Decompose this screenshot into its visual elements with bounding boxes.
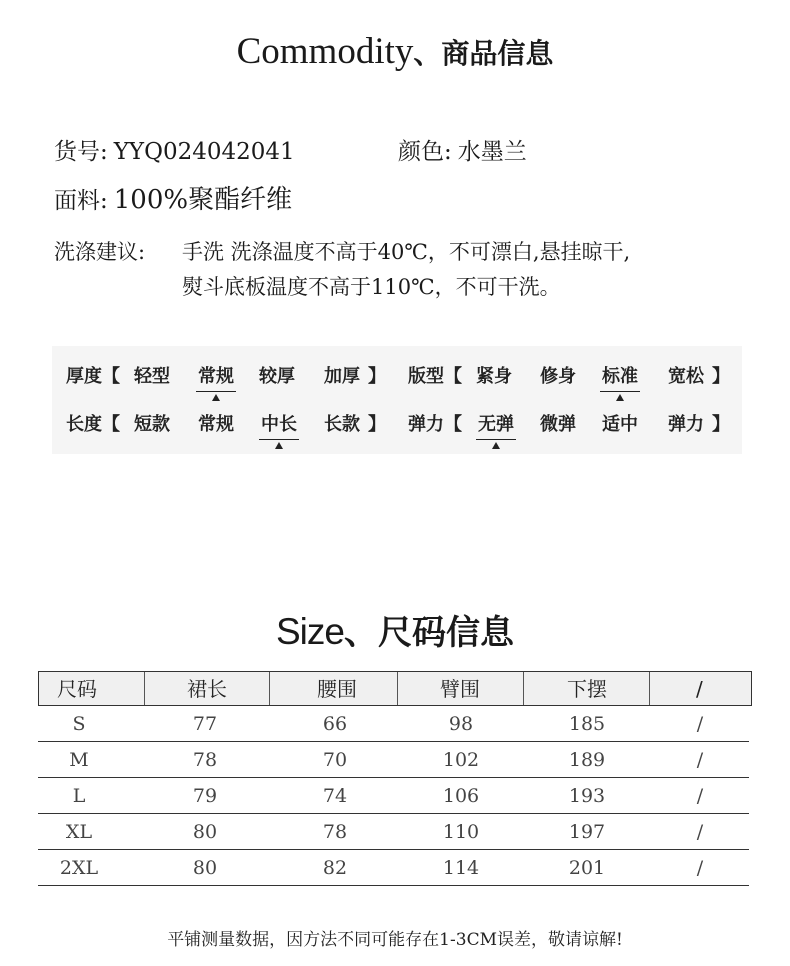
table-cell: 66 (322, 713, 348, 735)
table-cell: 185 (568, 713, 606, 735)
length-close: 】 (368, 414, 386, 435)
thickness-option-thick: 加厚 (324, 366, 360, 387)
fit-label: 版型【 (408, 366, 462, 387)
elasticity-option-none-selected: 无弹 (478, 410, 514, 436)
header-skirt-length: 裙长 (144, 672, 269, 705)
header-slash: / (649, 672, 751, 705)
color-info (398, 136, 527, 168)
commodity-title-zh: 商品信息 (441, 37, 554, 70)
fit-option-standard-selected: 标准 (602, 362, 638, 388)
fabric-label: 面料: (54, 188, 108, 214)
header-waist: 腰围 (269, 672, 397, 705)
table-cell: 79 (192, 785, 218, 807)
fit-option-tight: 紧身 (476, 366, 512, 387)
length-option-midi-selected: 中长 (261, 410, 297, 436)
size-title-sep: 、 (343, 613, 378, 653)
table-cell: L (72, 785, 86, 807)
table-cell: / (696, 857, 704, 879)
table-cell: 110 (442, 821, 480, 843)
table-cell: M (69, 749, 89, 771)
selected-marker-icon (492, 442, 500, 449)
table-cell: 189 (568, 749, 606, 771)
table-cell: 74 (322, 785, 348, 807)
fabric-info (54, 184, 292, 217)
color-label: 颜色: (398, 139, 452, 165)
table-cell: / (696, 713, 704, 735)
selected-marker-icon (275, 442, 283, 449)
table-cell: 106 (442, 785, 480, 807)
size-title-en: Size (276, 611, 344, 652)
table-cell: XL (65, 821, 93, 843)
header-arm: 臂围 (397, 672, 523, 705)
thickness-label: 厚度【 (66, 366, 120, 387)
table-cell: / (696, 821, 704, 843)
thickness-close: 】 (368, 366, 386, 387)
wash-label: 洗涤建议: (54, 240, 146, 264)
elasticity-option-stretch: 弹力 (668, 414, 704, 435)
table-cell: 114 (442, 857, 480, 879)
wash-line-1: 手洗 洗涤温度不高于40℃，不可漂白,悬挂晾干, (182, 240, 631, 264)
elasticity-close: 】 (712, 414, 730, 435)
size-title-zh: 尺码信息 (377, 613, 514, 653)
table-cell: / (696, 749, 704, 771)
fabric-value: 100%聚酯纤维 (113, 185, 293, 215)
thickness-option-thicker: 较厚 (259, 366, 295, 387)
table-row (38, 742, 749, 778)
thickness-option-regular-selected: 常规 (198, 362, 234, 388)
commodity-title-sep: 、 (413, 37, 442, 70)
selected-marker-icon (212, 394, 220, 401)
size-table (38, 671, 752, 886)
item-number-value: YYQ024042041 (113, 139, 295, 165)
wash-line-2: 熨斗底板温度不高于110℃，不可干洗。 (182, 275, 561, 299)
length-label: 长度【 (66, 414, 120, 435)
length-option-long: 长款 (324, 414, 360, 435)
table-cell: 82 (322, 857, 348, 879)
table-row (38, 778, 749, 814)
elasticity-label: 弹力【 (408, 414, 462, 435)
header-hem: 下摆 (523, 672, 649, 705)
measurement-note: 平铺测量数据，因方法不同可能存在1-3CM误差，敬请谅解! (167, 930, 623, 950)
table-cell: 78 (192, 749, 218, 771)
table-row (38, 850, 749, 886)
table-cell: / (696, 785, 704, 807)
table-cell: 70 (322, 749, 348, 771)
color-value: 水墨兰 (457, 139, 527, 165)
size-table-header (38, 671, 752, 706)
length-option-regular: 常规 (198, 414, 234, 435)
table-cell: 80 (192, 821, 218, 843)
selected-marker-icon (616, 394, 624, 401)
header-size: 尺码 (57, 677, 97, 701)
fit-option-loose: 宽松 (668, 366, 704, 387)
length-option-short: 短款 (134, 414, 170, 435)
table-row (38, 814, 749, 850)
fit-close: 】 (712, 366, 730, 387)
item-number (54, 136, 295, 168)
thickness-option-light: 轻型 (134, 366, 170, 387)
table-cell: S (72, 713, 86, 735)
table-cell: 197 (568, 821, 606, 843)
elasticity-option-medium: 适中 (602, 414, 638, 435)
table-cell: 102 (442, 749, 480, 771)
table-cell: 98 (448, 713, 474, 735)
size-title (0, 604, 790, 667)
size-table-body (38, 706, 752, 886)
commodity-title-en: Commodity (236, 31, 414, 72)
table-cell: 77 (192, 713, 218, 735)
table-row (38, 706, 749, 742)
item-number-label: 货号: (54, 139, 108, 165)
table-cell: 78 (322, 821, 348, 843)
table-cell: 201 (568, 857, 606, 879)
table-cell: 2XL (59, 857, 99, 879)
commodity-title (0, 26, 790, 80)
fit-option-slim: 修身 (540, 366, 576, 387)
table-cell: 193 (568, 785, 606, 807)
table-cell: 80 (192, 857, 218, 879)
elasticity-option-slight: 微弹 (540, 414, 576, 435)
